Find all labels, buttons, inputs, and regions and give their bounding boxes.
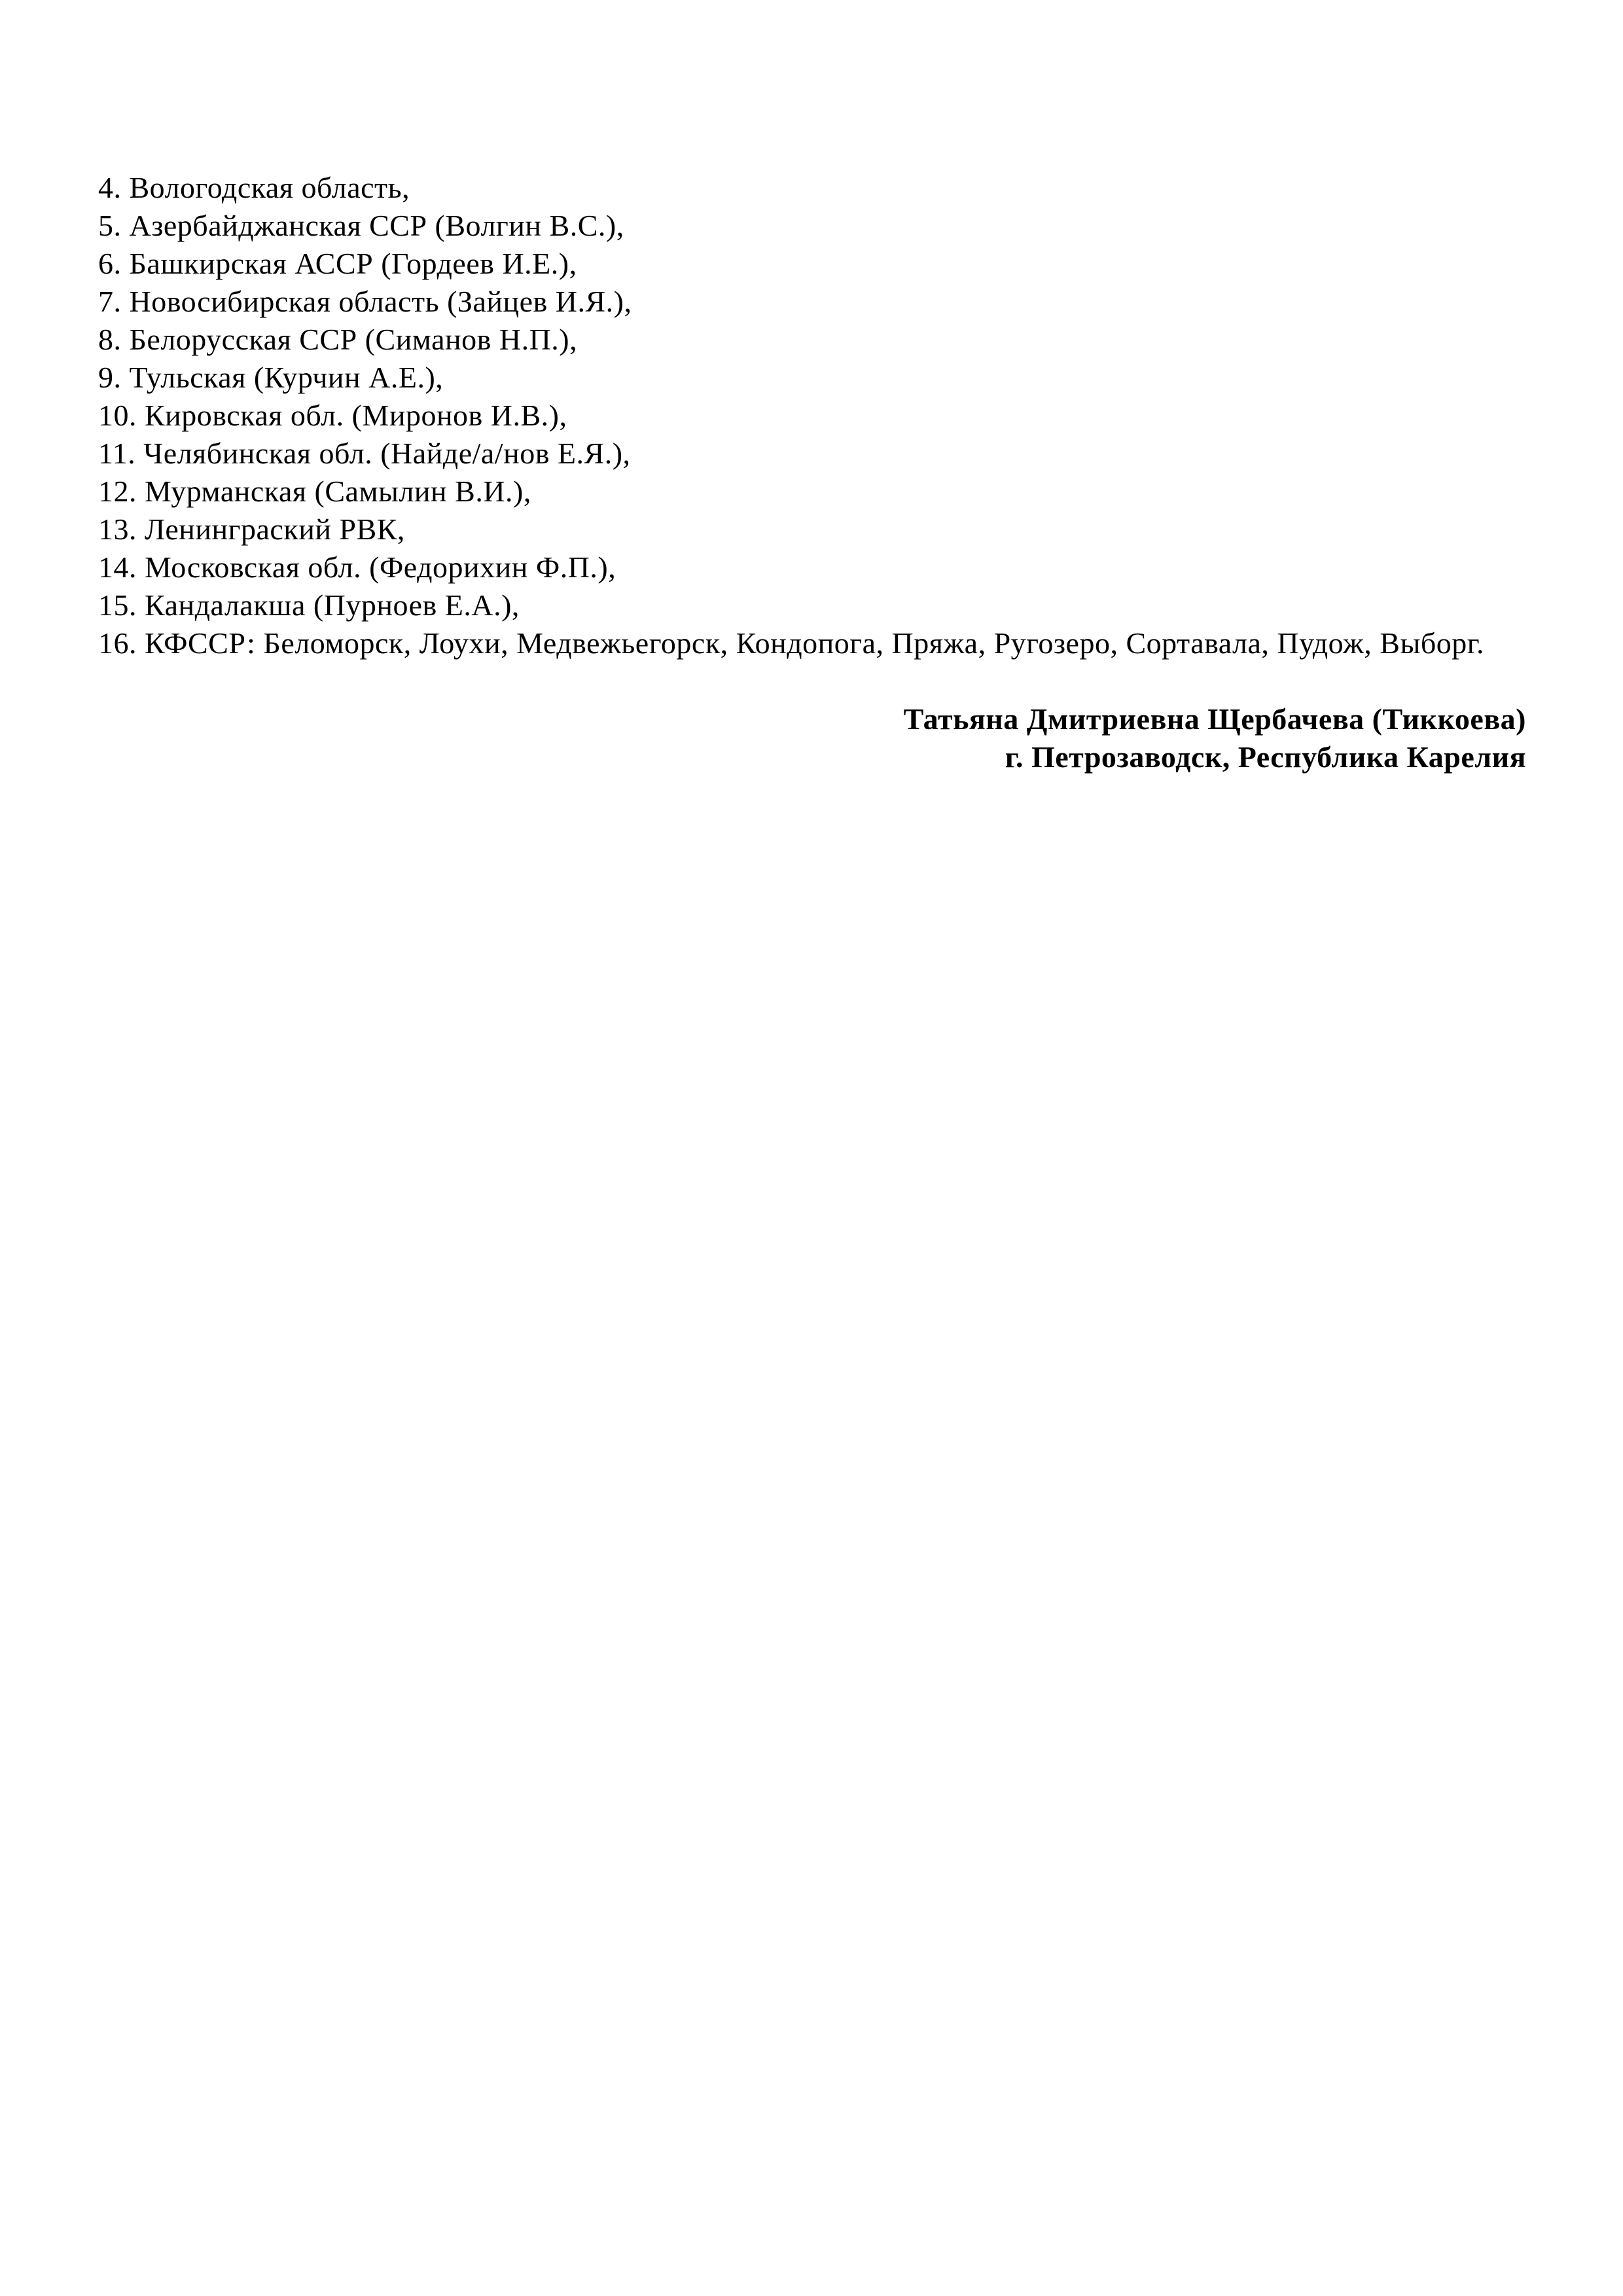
signature-location: г. Петрозаводск, Республика Карелия <box>1005 740 1526 774</box>
list-item: 12. Мурманская (Самылин В.И.), <box>98 475 531 508</box>
list-item: 7. Новосибирская область (Зайцев И.Я.), <box>98 285 632 318</box>
list-item: 4. Вологодская область, <box>98 171 410 204</box>
list-item: 15. Кандалакша (Пурноев Е.А.), <box>98 588 520 622</box>
list-item: 13. Ленинграский РВК, <box>98 512 405 546</box>
signature-name: Татьяна Дмитриевна Щербачева (Тиккоева) <box>903 702 1526 736</box>
list-item: 6. Башкирская АССР (Гордеев И.Е.), <box>98 247 577 280</box>
signature-block <box>98 700 1526 776</box>
list-item: 10. Кировская обл. (Миронов И.В.), <box>98 399 567 432</box>
list-item: 16. КФССР: Беломорск, Лоухи, Медвежьегорск, Кондопога, Пряжа, Ругозеро, Сортавала, Пудож, Выборг. <box>98 626 1484 660</box>
numbered-list <box>98 169 1526 662</box>
list-item: 11. Челябинская обл. (Найде/а/нов Е.Я.), <box>98 437 631 470</box>
list-item: 9. Тульская (Курчин А.Е.), <box>98 361 444 394</box>
list-item: 14. Московская обл. (Федорихин Ф.П.), <box>98 550 616 584</box>
list-item: 8. Белорусская ССР (Симанов Н.П.), <box>98 323 578 356</box>
list-item: 5. Азербайджанская ССР (Волгин В.С.), <box>98 209 624 242</box>
